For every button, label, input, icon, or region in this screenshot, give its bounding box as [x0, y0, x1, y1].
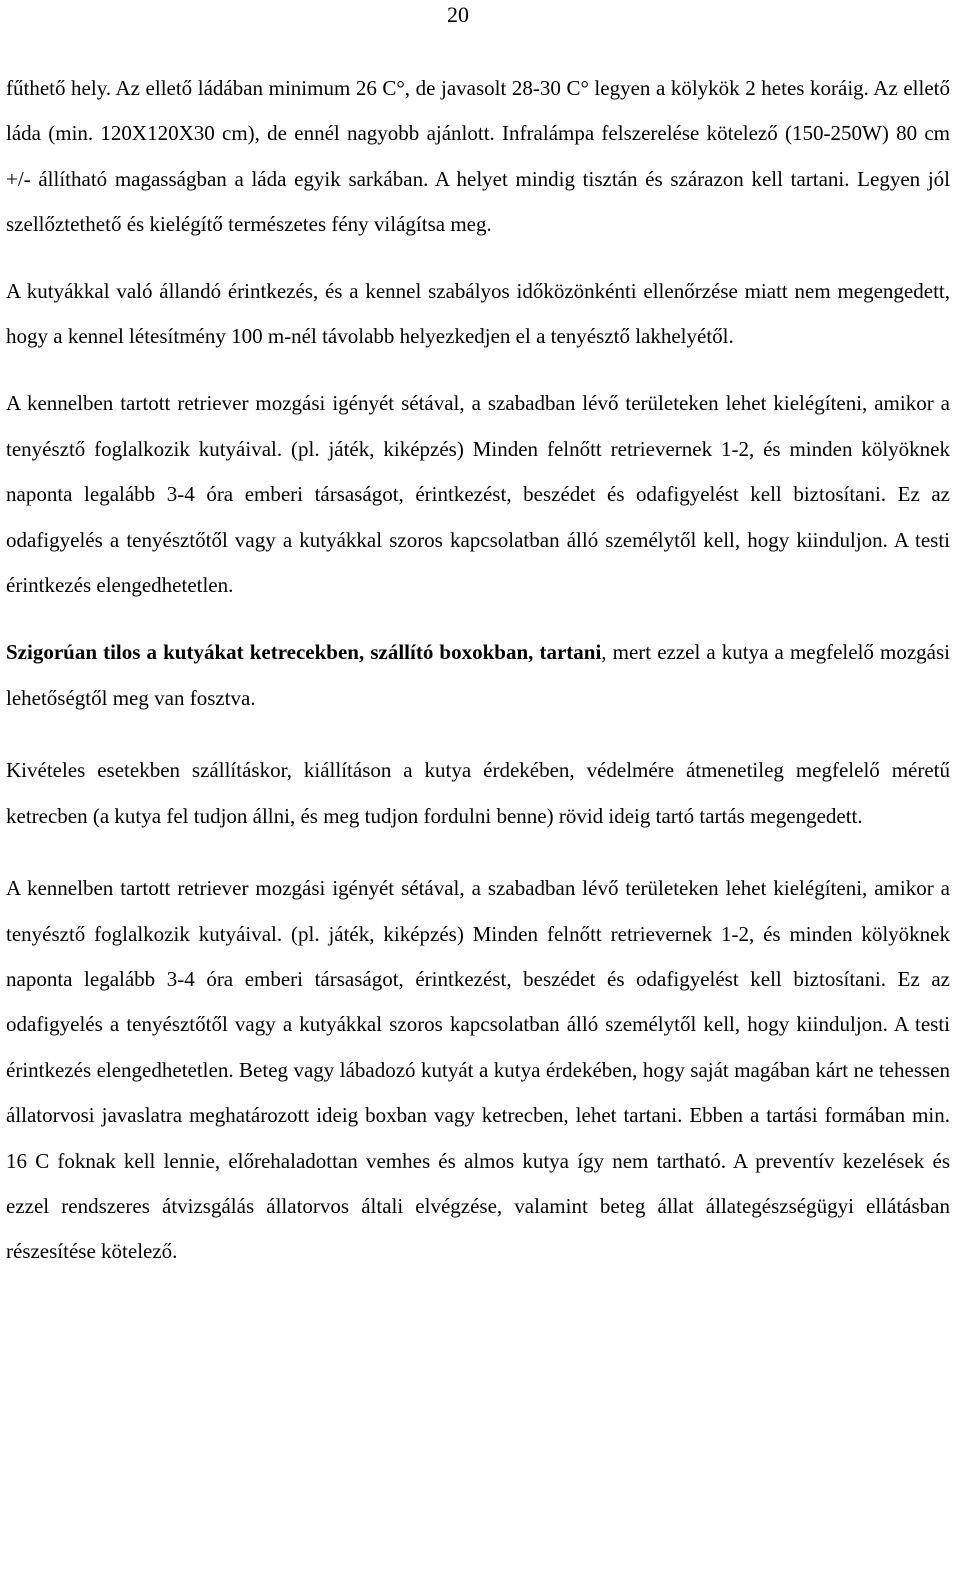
page-number: 20 [447, 2, 469, 27]
paragraph-exercise-needs: A kennelben tartott retriever mozgási igényét sétával, a szabadban lévő területeken lehet kielégíteni, amikor a tenyésztő foglalkozik kutyáival. (pl. játék, kiképzés) Minden felnőtt retrievernek 1-2, és minden kölyöknek naponta legalább 3-4 óra emberi társaságot, érintkezést, beszédet és odafigyelést kell biztosítani. Ez az odafigyelés a tenyésztőtől vagy a kutyákkal szoros kapcsolatban álló személytől kell, hogy kiinduljon. A testi érintkezés elengedhetetlen. [6, 391, 950, 598]
paragraph-crate-prohibition [6, 630, 950, 721]
paragraph-crate-exceptions: Kivételes esetekben szállításkor, kiállításon a kutya érdekében, védelmére átmenetileg megfelelő méretű ketrecben (a kutya fel tudjon állni, és meg tudjon fordulni benne) rövid ideig tartó tartás megengedett. [6, 758, 950, 828]
crate-prohibition-rest: , mert ezzel a kutya a megfelelő mozgási lehetőségtől meg van fosztva. [6, 640, 950, 710]
paragraph-exercise-and-health: A kennelben tartott retriever mozgási igényét sétával, a szabadban lévő területeken lehet kielégíteni, amikor a tenyésztő foglalkozik kutyáival. (pl. játék, kiképzés) Minden felnőtt retrievernek 1-2, és minden kölyöknek naponta legalább 3-4 óra emberi társaságot, érintkezést, beszédet és odafigyelést kell biztosítani. Ez az odafigyelés a tenyésztőtől vagy a kutyákkal szoros kapcsolatban álló személytől kell, hogy kiinduljon. A testi érintkezés elengedhetetlen. Beteg vagy lábadozó kutyát a kutya érdekében, hogy saját magában kárt ne tehessen állatorvosi javaslatra meghatározott ideig boxban vagy ketrecben, lehet tartani. Ebben a tartási formában min. 16 C foknak kell lennie, előrehaladottan vemhes és almos kutya így nem tartható. A preventív kezelések és ezzel rendszeres átvizsgálás állatorvos általi elvégzése, valamint beteg állat állategészségügyi ellátásban részesítése kötelező. [6, 876, 950, 1264]
document-body [6, 66, 950, 1275]
paragraph-kennel-distance: A kutyákkal való állandó érintkezés, és a kennel szabályos időközönkénti ellenőrzése miatt nem megengedett, hogy a kennel létesítmény 100 m-nél távolabb helyezkedjen el a tenyésztő lakhelyétől. [6, 278, 950, 349]
crate-prohibition-emphasis: Szigorúan tilos a kutyákat ketrecekben, szállító boxokban, tartani [6, 640, 602, 665]
paragraph-whelping-box: fűthető hely. Az ellető ládában minimum 26 C°, de javasolt 28-30 C° legyen a kölykök 2 hetes koráig. Az ellető láda (min. 120X120X30 cm), de ennél nagyobb ajánlott. Infralámpa felszerelése kötelező (150-250W) 80 cm +/- állítható magasságban a láda egyik sarkában. A helyet mindig tisztán és szárazon kell tartani. Legyen jól szellőztethető és kielégítő természetes fény világítsa meg. [6, 76, 950, 237]
